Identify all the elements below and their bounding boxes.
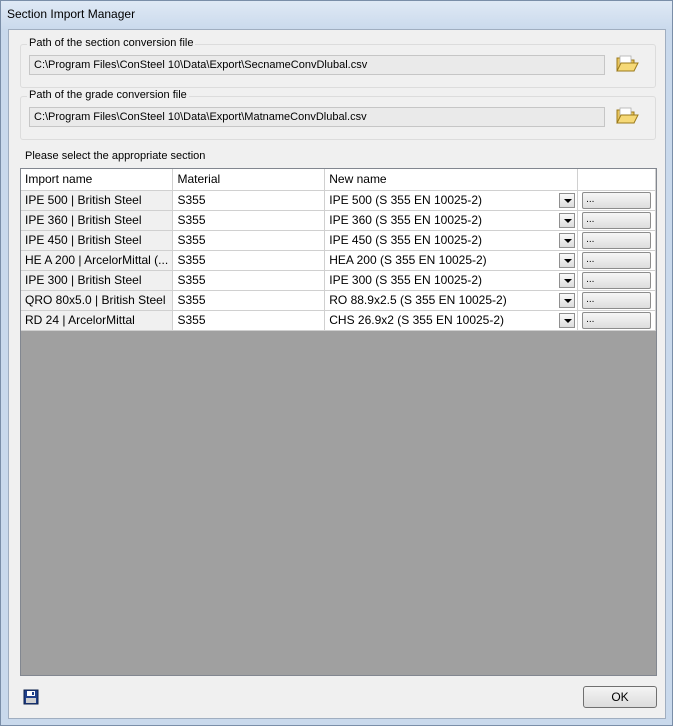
section-table bbox=[21, 169, 656, 331]
floppy-disk-icon[interactable] bbox=[23, 689, 39, 705]
action-cell bbox=[578, 230, 656, 250]
new-name-value: IPE 360 (S 355 EN 10025-2) bbox=[329, 213, 483, 227]
table-row[interactable] bbox=[21, 250, 656, 270]
table-row[interactable] bbox=[21, 230, 656, 250]
dropdown-arrow-icon[interactable] bbox=[559, 293, 575, 308]
dropdown-arrow-icon[interactable] bbox=[559, 313, 575, 328]
browse-section-button[interactable]: ... bbox=[582, 192, 651, 209]
section-file-label: Path of the section conversion file bbox=[29, 37, 194, 49]
new-name-dropdown[interactable] bbox=[325, 230, 578, 250]
browse-section-button[interactable]: ... bbox=[582, 232, 651, 249]
select-instruction: Please select the appropriate section bbox=[25, 150, 206, 162]
material-cell: S355 bbox=[173, 290, 325, 310]
grade-file-path-field[interactable]: C:\Program Files\ConSteel 10\Data\Export\MatnameConvDlubal.csv bbox=[29, 107, 605, 127]
new-name-dropdown[interactable] bbox=[325, 310, 578, 330]
new-name-dropdown[interactable] bbox=[325, 270, 578, 290]
dialog-client-area bbox=[8, 29, 666, 719]
browse-section-button[interactable]: ... bbox=[582, 212, 651, 229]
import-name-cell: IPE 450 | British Steel bbox=[21, 230, 173, 250]
import-name-cell: HE A 200 | ArcelorMittal (... bbox=[21, 250, 173, 270]
folder-open-icon[interactable] bbox=[614, 103, 640, 129]
action-cell bbox=[578, 190, 656, 210]
new-name-dropdown[interactable] bbox=[325, 290, 578, 310]
material-cell: S355 bbox=[173, 210, 325, 230]
browse-section-button[interactable]: ... bbox=[582, 272, 651, 289]
table-row[interactable] bbox=[21, 290, 656, 310]
new-name-value: HEA 200 (S 355 EN 10025-2) bbox=[329, 253, 487, 267]
material-cell: S355 bbox=[173, 310, 325, 330]
column-header-import-name: Import name bbox=[21, 169, 173, 190]
action-cell bbox=[578, 310, 656, 330]
import-name-cell: IPE 360 | British Steel bbox=[21, 210, 173, 230]
import-name-cell: QRO 80x5.0 | British Steel bbox=[21, 290, 173, 310]
table-row[interactable] bbox=[21, 190, 656, 210]
new-name-value: CHS 26.9x2 (S 355 EN 10025-2) bbox=[329, 313, 505, 327]
new-name-dropdown[interactable] bbox=[325, 210, 578, 230]
material-cell: S355 bbox=[173, 270, 325, 290]
section-file-path-field[interactable]: C:\Program Files\ConSteel 10\Data\Export\SecnameConvDlubal.csv bbox=[29, 55, 605, 75]
new-name-value: RO 88.9x2.5 (S 355 EN 10025-2) bbox=[329, 293, 507, 307]
browse-section-button[interactable]: ... bbox=[582, 312, 651, 329]
new-name-dropdown[interactable] bbox=[325, 190, 578, 210]
action-cell bbox=[578, 270, 656, 290]
folder-open-icon[interactable] bbox=[614, 51, 640, 77]
ok-button[interactable]: OK bbox=[583, 686, 657, 708]
action-cell bbox=[578, 290, 656, 310]
table-row[interactable] bbox=[21, 310, 656, 330]
material-cell: S355 bbox=[173, 190, 325, 210]
material-cell: S355 bbox=[173, 230, 325, 250]
material-cell: S355 bbox=[173, 250, 325, 270]
column-header-action bbox=[578, 169, 656, 190]
dropdown-arrow-icon[interactable] bbox=[559, 213, 575, 228]
column-header-new-name: New name bbox=[325, 169, 578, 190]
new-name-value: IPE 450 (S 355 EN 10025-2) bbox=[329, 233, 483, 247]
action-cell bbox=[578, 210, 656, 230]
import-name-cell: IPE 300 | British Steel bbox=[21, 270, 173, 290]
window-title: Section Import Manager bbox=[7, 7, 136, 21]
browse-section-button[interactable]: ... bbox=[582, 252, 651, 269]
import-name-cell: IPE 500 | British Steel bbox=[21, 190, 173, 210]
table-row[interactable] bbox=[21, 210, 656, 230]
grade-file-group bbox=[20, 89, 656, 140]
section-file-group bbox=[20, 37, 656, 88]
section-grid bbox=[20, 168, 657, 676]
new-name-dropdown[interactable] bbox=[325, 250, 578, 270]
action-cell bbox=[578, 250, 656, 270]
dropdown-arrow-icon[interactable] bbox=[559, 233, 575, 248]
import-name-cell: RD 24 | ArcelorMittal bbox=[21, 310, 173, 330]
table-row[interactable] bbox=[21, 270, 656, 290]
new-name-value: IPE 500 (S 355 EN 10025-2) bbox=[329, 193, 483, 207]
grade-file-label: Path of the grade conversion file bbox=[29, 89, 187, 101]
dropdown-arrow-icon[interactable] bbox=[559, 193, 575, 208]
dropdown-arrow-icon[interactable] bbox=[559, 273, 575, 288]
new-name-value: IPE 300 (S 355 EN 10025-2) bbox=[329, 273, 483, 287]
table-header-row bbox=[21, 169, 656, 190]
browse-section-button[interactable]: ... bbox=[582, 292, 651, 309]
column-header-material: Material bbox=[173, 169, 325, 190]
dropdown-arrow-icon[interactable] bbox=[559, 253, 575, 268]
